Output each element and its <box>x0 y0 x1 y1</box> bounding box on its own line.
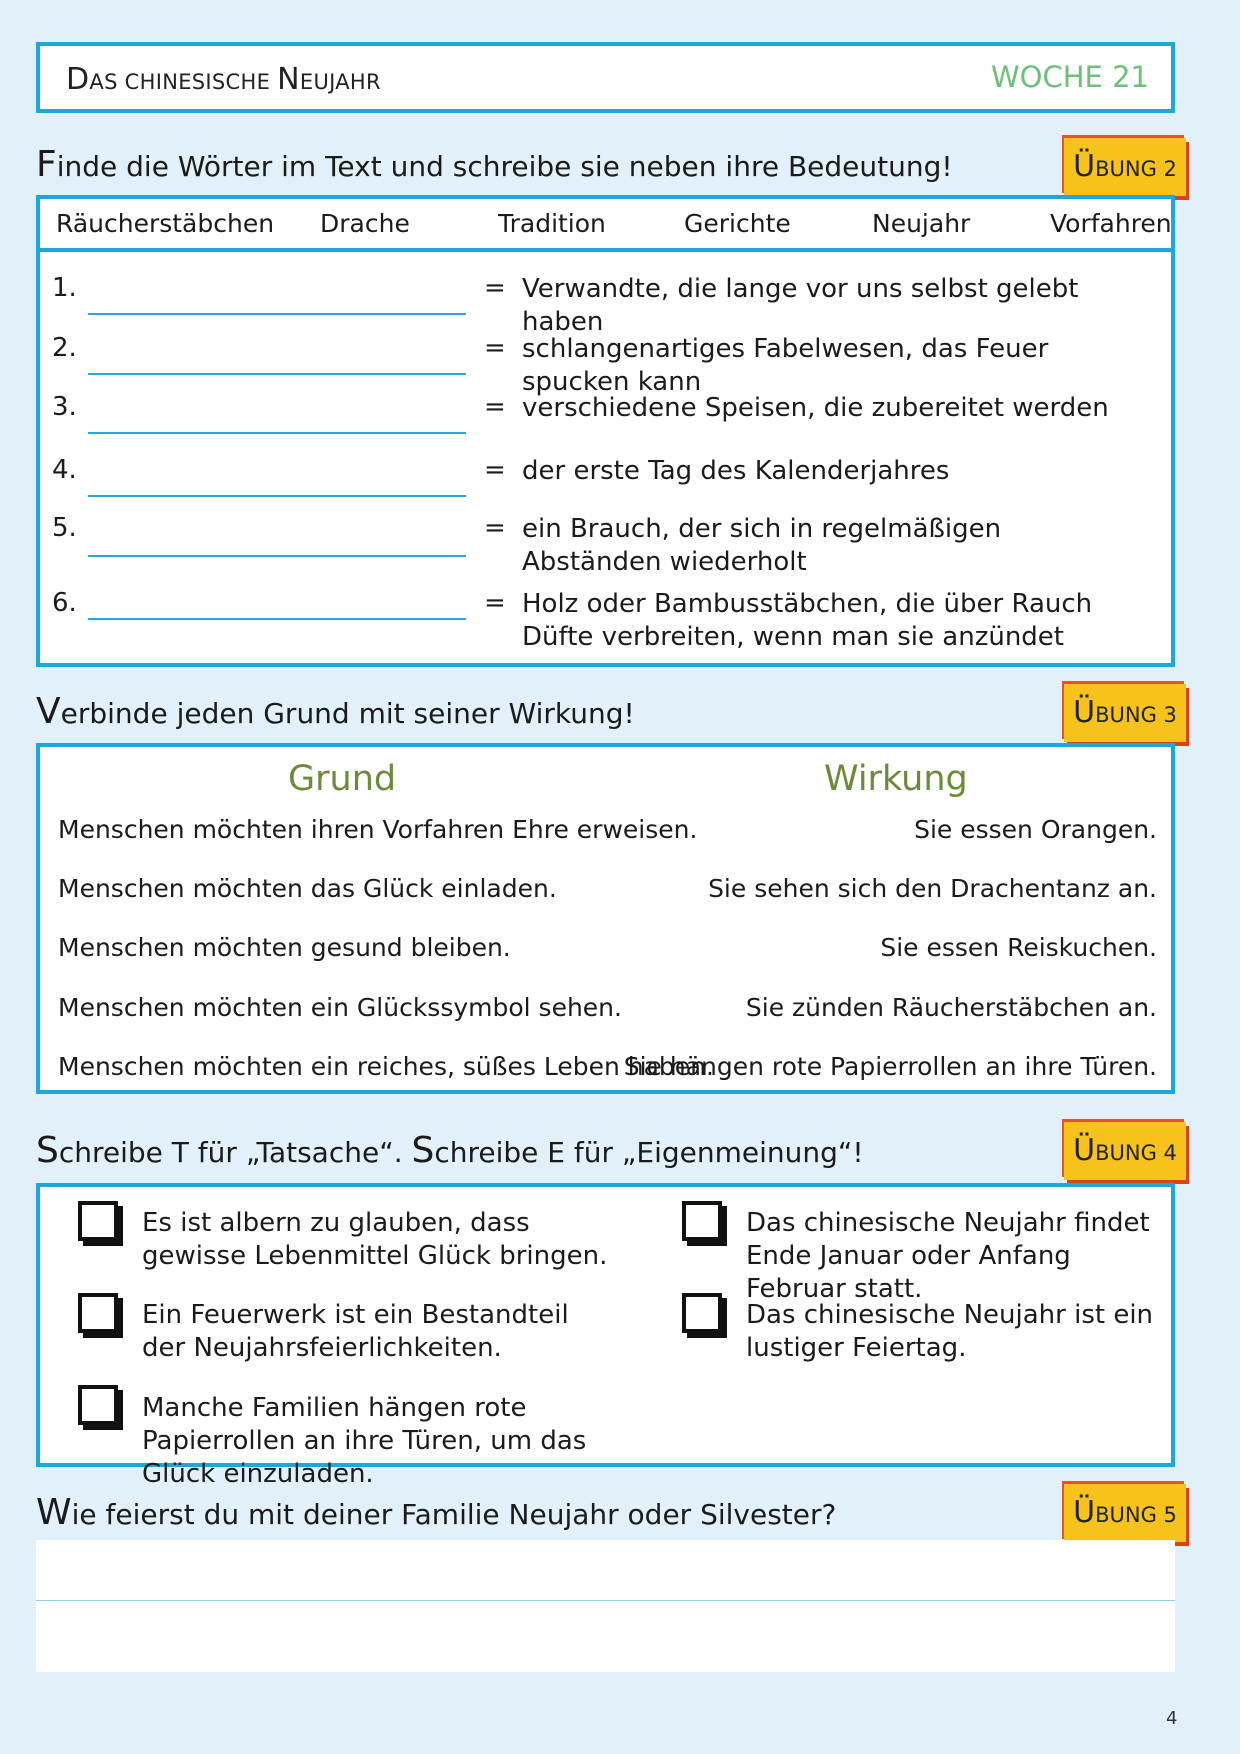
definition: der erste Tag des Kalenderjahres <box>522 456 950 486</box>
ex5-instruction: Wie feierst du mit deiner Familie Neujahr oder Silvester? <box>36 1492 837 1533</box>
word-bank-item: Vorfahren <box>1050 209 1172 238</box>
ex2-badge: ÜBUNG 2 <box>1064 138 1186 196</box>
word-bank-item: Gerichte <box>684 209 791 238</box>
answer-line <box>36 1600 1175 1601</box>
item-number: 4. <box>52 455 77 485</box>
definition: schlangenartiges Fabelwesen, das Feuer spucken kann <box>522 334 1049 397</box>
cause-item[interactable]: Menschen möchten ein Glückssymbol sehen. <box>58 993 622 1022</box>
checkbox[interactable] <box>78 1293 118 1333</box>
column-head-effect: Wirkung <box>824 759 968 799</box>
ex3-box <box>36 743 1175 1094</box>
checkbox[interactable] <box>78 1385 118 1425</box>
answer-line-4[interactable] <box>88 495 466 497</box>
word-bank-divider <box>40 248 1171 252</box>
item-number: 1. <box>52 273 77 303</box>
answer-area[interactable] <box>36 1540 1175 1672</box>
effect-item[interactable]: Sie essen Reiskuchen. <box>880 933 1157 962</box>
cause-item[interactable]: Menschen möchten gesund bleiben. <box>58 933 511 962</box>
ex4-badge: ÜBUNG 4 <box>1064 1122 1186 1180</box>
statement: Das chinesische Neujahr findet Ende Januar oder Anfang Februar statt. <box>746 1208 1150 1304</box>
checkbox[interactable] <box>78 1201 118 1241</box>
page-title: DAS CHINESISCHE NEUJAHR <box>66 62 381 97</box>
equals-sign: = <box>484 588 506 618</box>
ex4-box <box>36 1183 1175 1489</box>
effect-item[interactable]: Sie hängen rote Papierrollen an ihre Türen. <box>623 1052 1157 1081</box>
answer-line-2[interactable] <box>88 373 466 375</box>
page-number: 4 <box>1166 1708 1178 1729</box>
answer-line-1[interactable] <box>88 313 466 315</box>
item-number: 5. <box>52 513 77 543</box>
word-bank-item: Neujahr <box>872 209 971 238</box>
definition: Verwandte, die lange vor uns selbst gelebt haben <box>522 274 1079 337</box>
equals-sign: = <box>484 333 506 363</box>
statement: Ein Feuerwerk ist ein Bestandteil der Neujahrsfeierlichkeiten. <box>142 1300 569 1363</box>
equals-sign: = <box>484 513 506 543</box>
ex5-badge: ÜBUNG 5 <box>1064 1484 1186 1542</box>
word-bank-item: Räucherstäbchen <box>56 209 275 238</box>
answer-line-5[interactable] <box>88 555 466 557</box>
header-box <box>36 42 1175 113</box>
effect-item[interactable]: Sie essen Orangen. <box>914 815 1157 844</box>
ex2-box <box>36 195 1175 667</box>
statement: Manche Familien hängen rote Papierrollen an ihre Türen, um das Glück einzuladen. <box>142 1393 587 1489</box>
item-number: 6. <box>52 588 77 618</box>
statement: Das chinesische Neujahr ist ein lustiger Feiertag. <box>746 1300 1154 1363</box>
ex3-instruction: Verbinde jeden Grund mit seiner Wirkung! <box>36 691 635 732</box>
checkbox[interactable] <box>682 1201 722 1241</box>
word-bank-item: Drache <box>320 209 410 238</box>
week-label: WOCHE 21 <box>991 60 1149 94</box>
effect-item[interactable]: Sie zünden Räucherstäbchen an. <box>745 993 1157 1022</box>
cause-item[interactable]: Menschen möchten ein reiches, süßes Leben haben. <box>58 1052 714 1081</box>
effect-item[interactable]: Sie sehen sich den Drachentanz an. <box>708 874 1157 903</box>
item-number: 2. <box>52 333 77 363</box>
ex3-badge: ÜBUNG 3 <box>1064 684 1186 742</box>
cause-item[interactable]: Menschen möchten ihren Vorfahren Ehre erweisen. <box>58 815 698 844</box>
ex4-instruction: Schreibe T für „Tatsache“. Schreibe E für „Eigenmeinung“! <box>36 1130 864 1171</box>
equals-sign: = <box>484 455 506 485</box>
ex2-instruction: Finde die Wörter im Text und schreibe sie neben ihre Bedeutung! <box>36 144 953 185</box>
checkbox[interactable] <box>682 1293 722 1333</box>
item-number: 3. <box>52 392 77 422</box>
definition: verschiedene Speisen, die zubereitet werden <box>522 393 1109 423</box>
equals-sign: = <box>484 273 506 303</box>
cause-item[interactable]: Menschen möchten das Glück einladen. <box>58 874 557 903</box>
word-bank-item: Tradition <box>498 209 606 238</box>
equals-sign: = <box>484 392 506 422</box>
definition: ein Brauch, der sich in regelmäßigen Abständen wiederholt <box>522 514 1002 577</box>
answer-line-6[interactable] <box>88 618 466 620</box>
statement: Es ist albern zu glauben, dass gewisse Lebenmittel Glück bringen. <box>142 1208 608 1271</box>
answer-line-3[interactable] <box>88 432 466 434</box>
column-head-cause: Grund <box>288 759 397 799</box>
definition: Holz oder Bambusstäbchen, die über Rauch Düfte verbreiten, wenn man sie anzündet <box>522 589 1093 652</box>
